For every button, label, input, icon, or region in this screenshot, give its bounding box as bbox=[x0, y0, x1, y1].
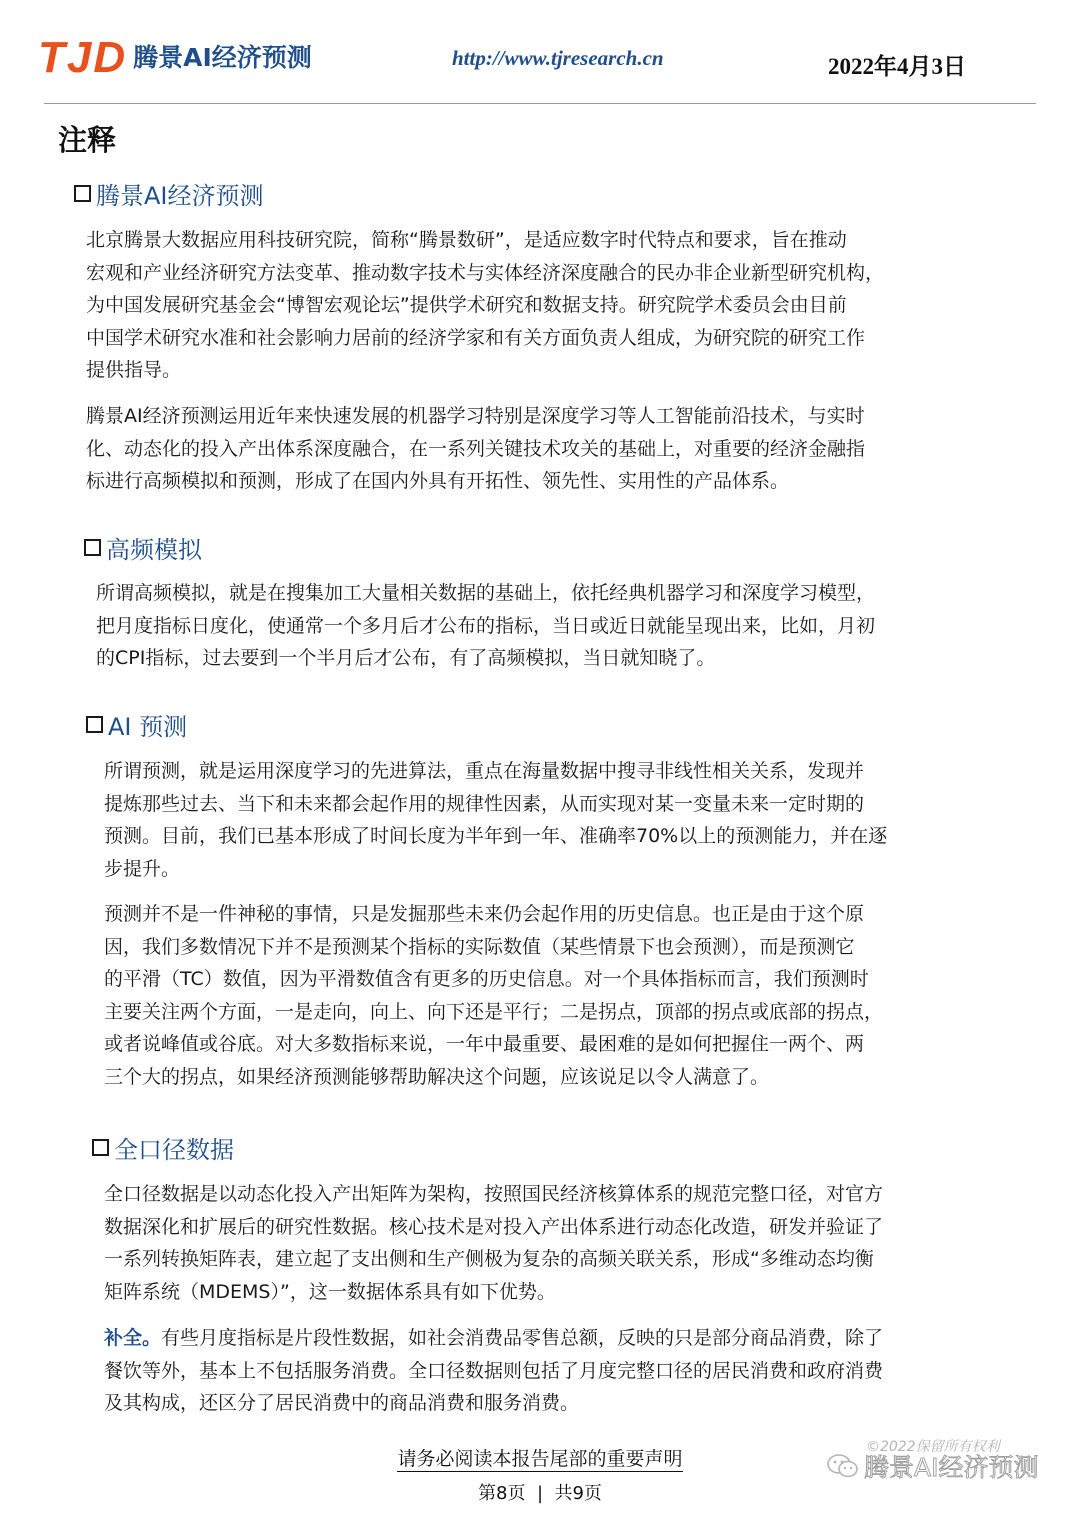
section-heading bbox=[86, 707, 187, 742]
page-title: 注释 bbox=[58, 123, 117, 157]
text-line: 或者说峰值或谷底。对大多数指标来说，一年中最重要、最困难的是如何把握住一两个、两 bbox=[104, 1033, 865, 1056]
text-line: 北京腾景大数据应用科技研究院，简称“腾景数研”，是适应数字时代特点和要求，旨在推动 bbox=[86, 229, 847, 251]
text-line: 宏观和产业经济研究方法变革、推动数字技术与实体经济深度融合的民办非企业新型研究机构， bbox=[86, 261, 885, 284]
text-line: 的平滑（TC）数值，因为平滑数值含有更多的历史信息。对一个具体指标而言，我们预测时 bbox=[104, 968, 869, 991]
lead-term: 补全。 bbox=[104, 1327, 162, 1349]
wechat-icon bbox=[826, 1453, 860, 1479]
section-heading-text: 全口径数据 bbox=[114, 1136, 234, 1164]
paragraph bbox=[104, 1178, 883, 1308]
header-divider bbox=[44, 103, 1036, 104]
text-line: 餐饮等外，基本上不包括服务消费。全口径数据则包括了月度完整口径的居民消费和政府消费 bbox=[104, 1359, 884, 1382]
text-line: 数据深化和扩展后的研究性数据。核心技术是对投入产出体系进行动态化改造，研发并验证了 bbox=[104, 1215, 884, 1238]
text-line: 所谓高频模拟，就是在搜集加工大量相关数据的基础上，依托经典机器学习和深度学习模型， bbox=[96, 582, 876, 604]
section-heading-text: 高频模拟 bbox=[106, 536, 202, 564]
paragraph bbox=[86, 400, 865, 498]
paragraph bbox=[104, 1322, 883, 1420]
logo-text: 腾景AI经济预测 bbox=[133, 43, 312, 72]
text-line: 提供指导。 bbox=[86, 359, 182, 382]
text-line: 化、动态化的投入产出体系深度融合，在一系列关键技术攻关的基础上，对重要的经济金融指 bbox=[86, 437, 866, 460]
section-heading-text: 腾景AI经济预测 bbox=[96, 182, 264, 210]
page-number: 第8页 | 共9页 bbox=[478, 1483, 602, 1504]
text-line: 中国学术研究水准和社会影响力居前的经济学家和有关方面负责人组成，为研究院的研究工作 bbox=[86, 326, 866, 349]
checkbox-square-icon bbox=[86, 716, 103, 733]
text-line: 全口径数据是以动态化投入产出矩阵为架构，按照国民经济核算体系的规范完整口径，对官方 bbox=[104, 1183, 884, 1205]
text-line: 步提升。 bbox=[104, 857, 181, 880]
watermark-copyright: ©2022保留所有权利 bbox=[866, 1439, 1000, 1455]
paragraph bbox=[86, 224, 884, 387]
disclaimer-text: 请务必阅读本报告尾部的重要声明 bbox=[397, 1448, 683, 1470]
section-heading bbox=[74, 176, 264, 211]
header-url-link[interactable]: http://www.tjresearch.cn bbox=[452, 46, 664, 70]
section-heading bbox=[84, 530, 202, 565]
logo bbox=[38, 33, 312, 82]
watermark bbox=[826, 1439, 1039, 1484]
lead-line-text: 有些月度指标是片段性数据，如社会消费品零售总额，反映的只是部分商品消费，除了 bbox=[161, 1327, 884, 1349]
text-line: 及其构成，还区分了居民消费中的商品消费和服务消费。 bbox=[104, 1392, 580, 1415]
text-line bbox=[104, 1322, 883, 1355]
text-line: 预测并不是一件神秘的事情，只是发掘那些未来仍会起作用的历史信息。也正是由于这个原 bbox=[104, 903, 865, 925]
text-line: 矩阵系统（MDEMS）”，这一数据体系具有如下优势。 bbox=[104, 1280, 556, 1303]
logo-mark: TJD bbox=[38, 33, 128, 82]
text-line: 因，我们多数情况下并不是预测某个指标的实际数值（某些情景下也会预测），而是预测它 bbox=[104, 935, 855, 958]
watermark-text: 腾景AI经济预测 bbox=[864, 1453, 1039, 1482]
text-line: 三个大的拐点，如果经济预测能够帮助解决这个问题，应该说足以令人满意了。 bbox=[104, 1065, 770, 1088]
text-line: 为中国发展研究基金会“博智宏观论坛”提供学术研究和数据支持。研究院学术委员会由目前 bbox=[86, 294, 847, 317]
text-line: 提炼那些过去、当下和未来都会起作用的规律性因素，从而实现对某一变量未来一定时期的 bbox=[104, 792, 865, 815]
section-heading bbox=[92, 1130, 234, 1165]
text-line: 标进行高频模拟和预测，形成了在国内外具有开拓性、领先性、实用性的产品体系。 bbox=[86, 470, 790, 493]
section-heading-text: AI 预测 bbox=[108, 713, 188, 741]
checkbox-square-icon bbox=[92, 1139, 109, 1156]
text-line: 主要关注两个方面，一是走向，向上、向下还是平行；二是拐点，顶部的拐点或底部的拐点， bbox=[104, 1000, 884, 1023]
report-date: 2022年4月3日 bbox=[828, 54, 966, 79]
page-header bbox=[0, 0, 1080, 110]
paragraph bbox=[104, 898, 883, 1094]
paragraph bbox=[96, 577, 875, 675]
text-line: 所谓预测，就是运用深度学习的先进算法，重点在海量数据中搜寻非线性相关关系，发现并 bbox=[104, 760, 865, 782]
checkbox-square-icon bbox=[74, 185, 91, 202]
text-line: 预测。目前，我们已基本形成了时间长度为半年到一年、准确率70%以上的预测能力，并在逐 bbox=[104, 825, 888, 848]
text-line: 的CPI指标，过去要到一个半月后才公布，有了高频模拟，当日就知晓了。 bbox=[96, 647, 716, 670]
text-line: 一系列转换矩阵表，建立起了支出侧和生产侧极为复杂的高频关联关系，形成“多维动态均衡 bbox=[104, 1248, 874, 1271]
text-line: 腾景AI经济预测运用近年来快速发展的机器学习特别是深度学习等人工智能前沿技术，与实时 bbox=[86, 405, 865, 427]
paragraph bbox=[104, 755, 887, 885]
text-line: 把月度指标日度化，使通常一个多月后才公布的指标，当日或近日就能呈现出来，比如，月初 bbox=[96, 614, 876, 637]
checkbox-square-icon bbox=[84, 539, 101, 556]
